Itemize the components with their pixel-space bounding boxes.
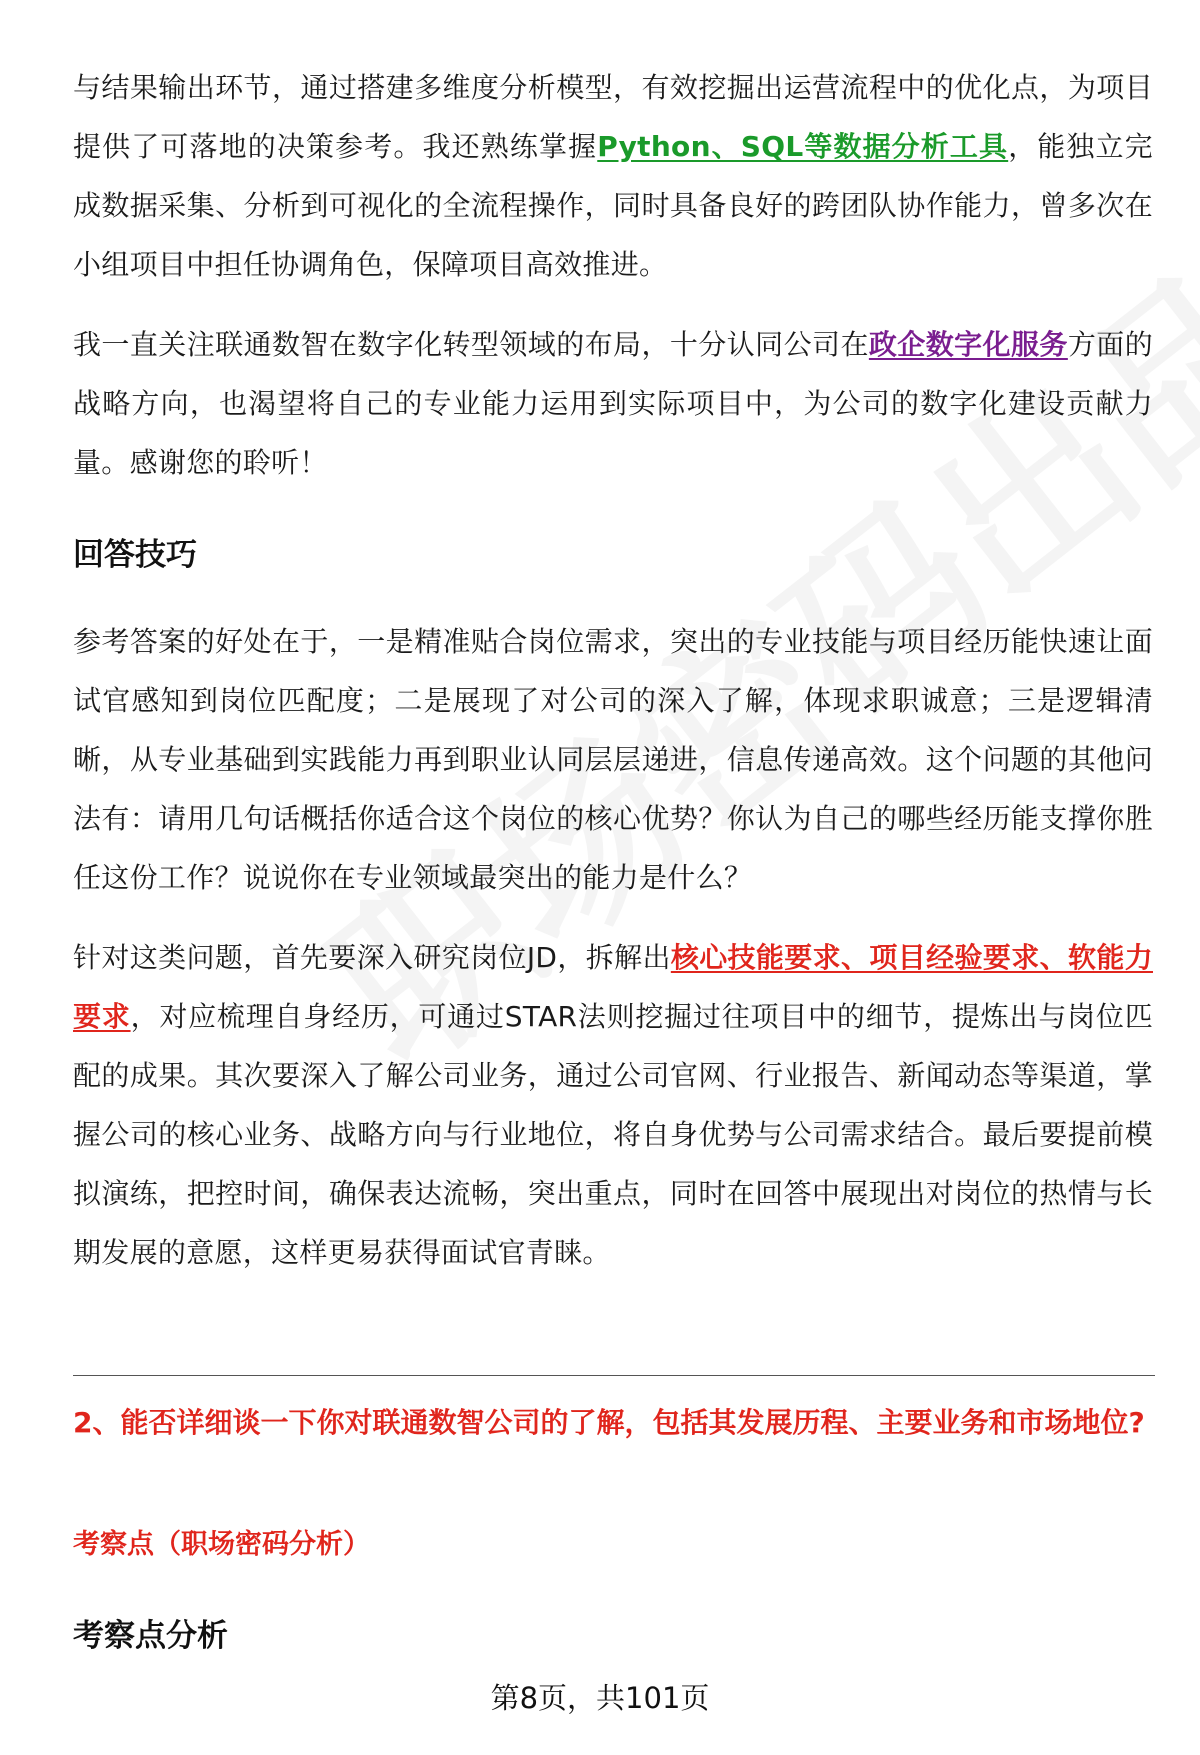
page-number: 第8页，共101页 <box>490 1681 710 1715</box>
paragraph-4-text-b: ，对应梳理自身经历，可通过STAR法则挖掘过往项目中的细节，提炼出与岗位匹配的成果。其次要深入了解公司业务，通过公司官网、行业报告、新闻动态等渠道，掌握公司的核心业务、战略方向与行业地位，将自身优势与公司需求结合。最后要提前模拟演练，把控时间，确保表达流畅，突出重点，同时在回答中展现出对岗位的热情与长期发展的意愿，这样更易获得面试官青睐。 <box>73 1000 1153 1269</box>
paragraph-1-text-a: 与结果输出环节，通过搭建多维度分析模型，有效挖掘出运营流程中的优化点，为项目提供了可落地的决策参考。我还熟练掌握 <box>73 71 1153 163</box>
heading-analysis: 考察点分析 <box>73 1618 228 1654</box>
heading-answer-tips: 回答技巧 <box>73 537 197 573</box>
question-2: 2、能否详细谈一下你对联通数智公司的了解，包括其发展历程、主要业务和市场地位? <box>73 1406 1145 1439</box>
paragraph-2 <box>73 315 1153 492</box>
highlight-gov-enterprise: 政企数字化服务 <box>868 328 1068 361</box>
paragraph-2-text-b: 方面的战略方向，也渴望将自己的专业能力运用到实际项目中，为公司的数字化建设贡献力量。感谢您的聆听！ <box>73 328 1153 479</box>
paragraph-4-text-a: 针对这类问题，首先要深入研究岗位JD，拆解出 <box>73 941 671 974</box>
document-body <box>73 58 1153 1282</box>
paragraph-2-text-a: 我一直关注联通数智在数字化转型领域的布局，十分认同公司在 <box>73 328 869 361</box>
question-subtitle: 考察点（职场密码分析） <box>73 1529 370 1560</box>
paragraph-4 <box>73 928 1153 1282</box>
section-divider <box>73 1375 1155 1376</box>
highlight-requirements: 核心技能要求、项目经验要求、软能力要求 <box>73 941 1153 1033</box>
paragraph-1-text-b: ，能独立完成数据采集、分析到可视化的全流程操作，同时具备良好的跨团队协作能力，曾多次在小组项目中担任协调角色，保障项目高效推进。 <box>73 130 1153 281</box>
paragraph-3: 参考答案的好处在于，一是精准贴合岗位需求，突出的专业技能与项目经历能快速让面试官感知到岗位匹配度；二是展现了对公司的深入了解，体现求职诚意；三是逻辑清晰，从专业基础到实践能力再到职业认同层层递进，信息传递高效。这个问题的其他问法有：请用几句话概括你适合这个岗位的核心优势？你认为自己的哪些经历能支撑你胜任这份工作？说说你在专业领域最突出的能力是什么？ <box>73 625 1153 894</box>
paragraph-1 <box>73 58 1153 294</box>
highlight-tools: Python、SQL等数据分析工具 <box>597 130 1009 163</box>
